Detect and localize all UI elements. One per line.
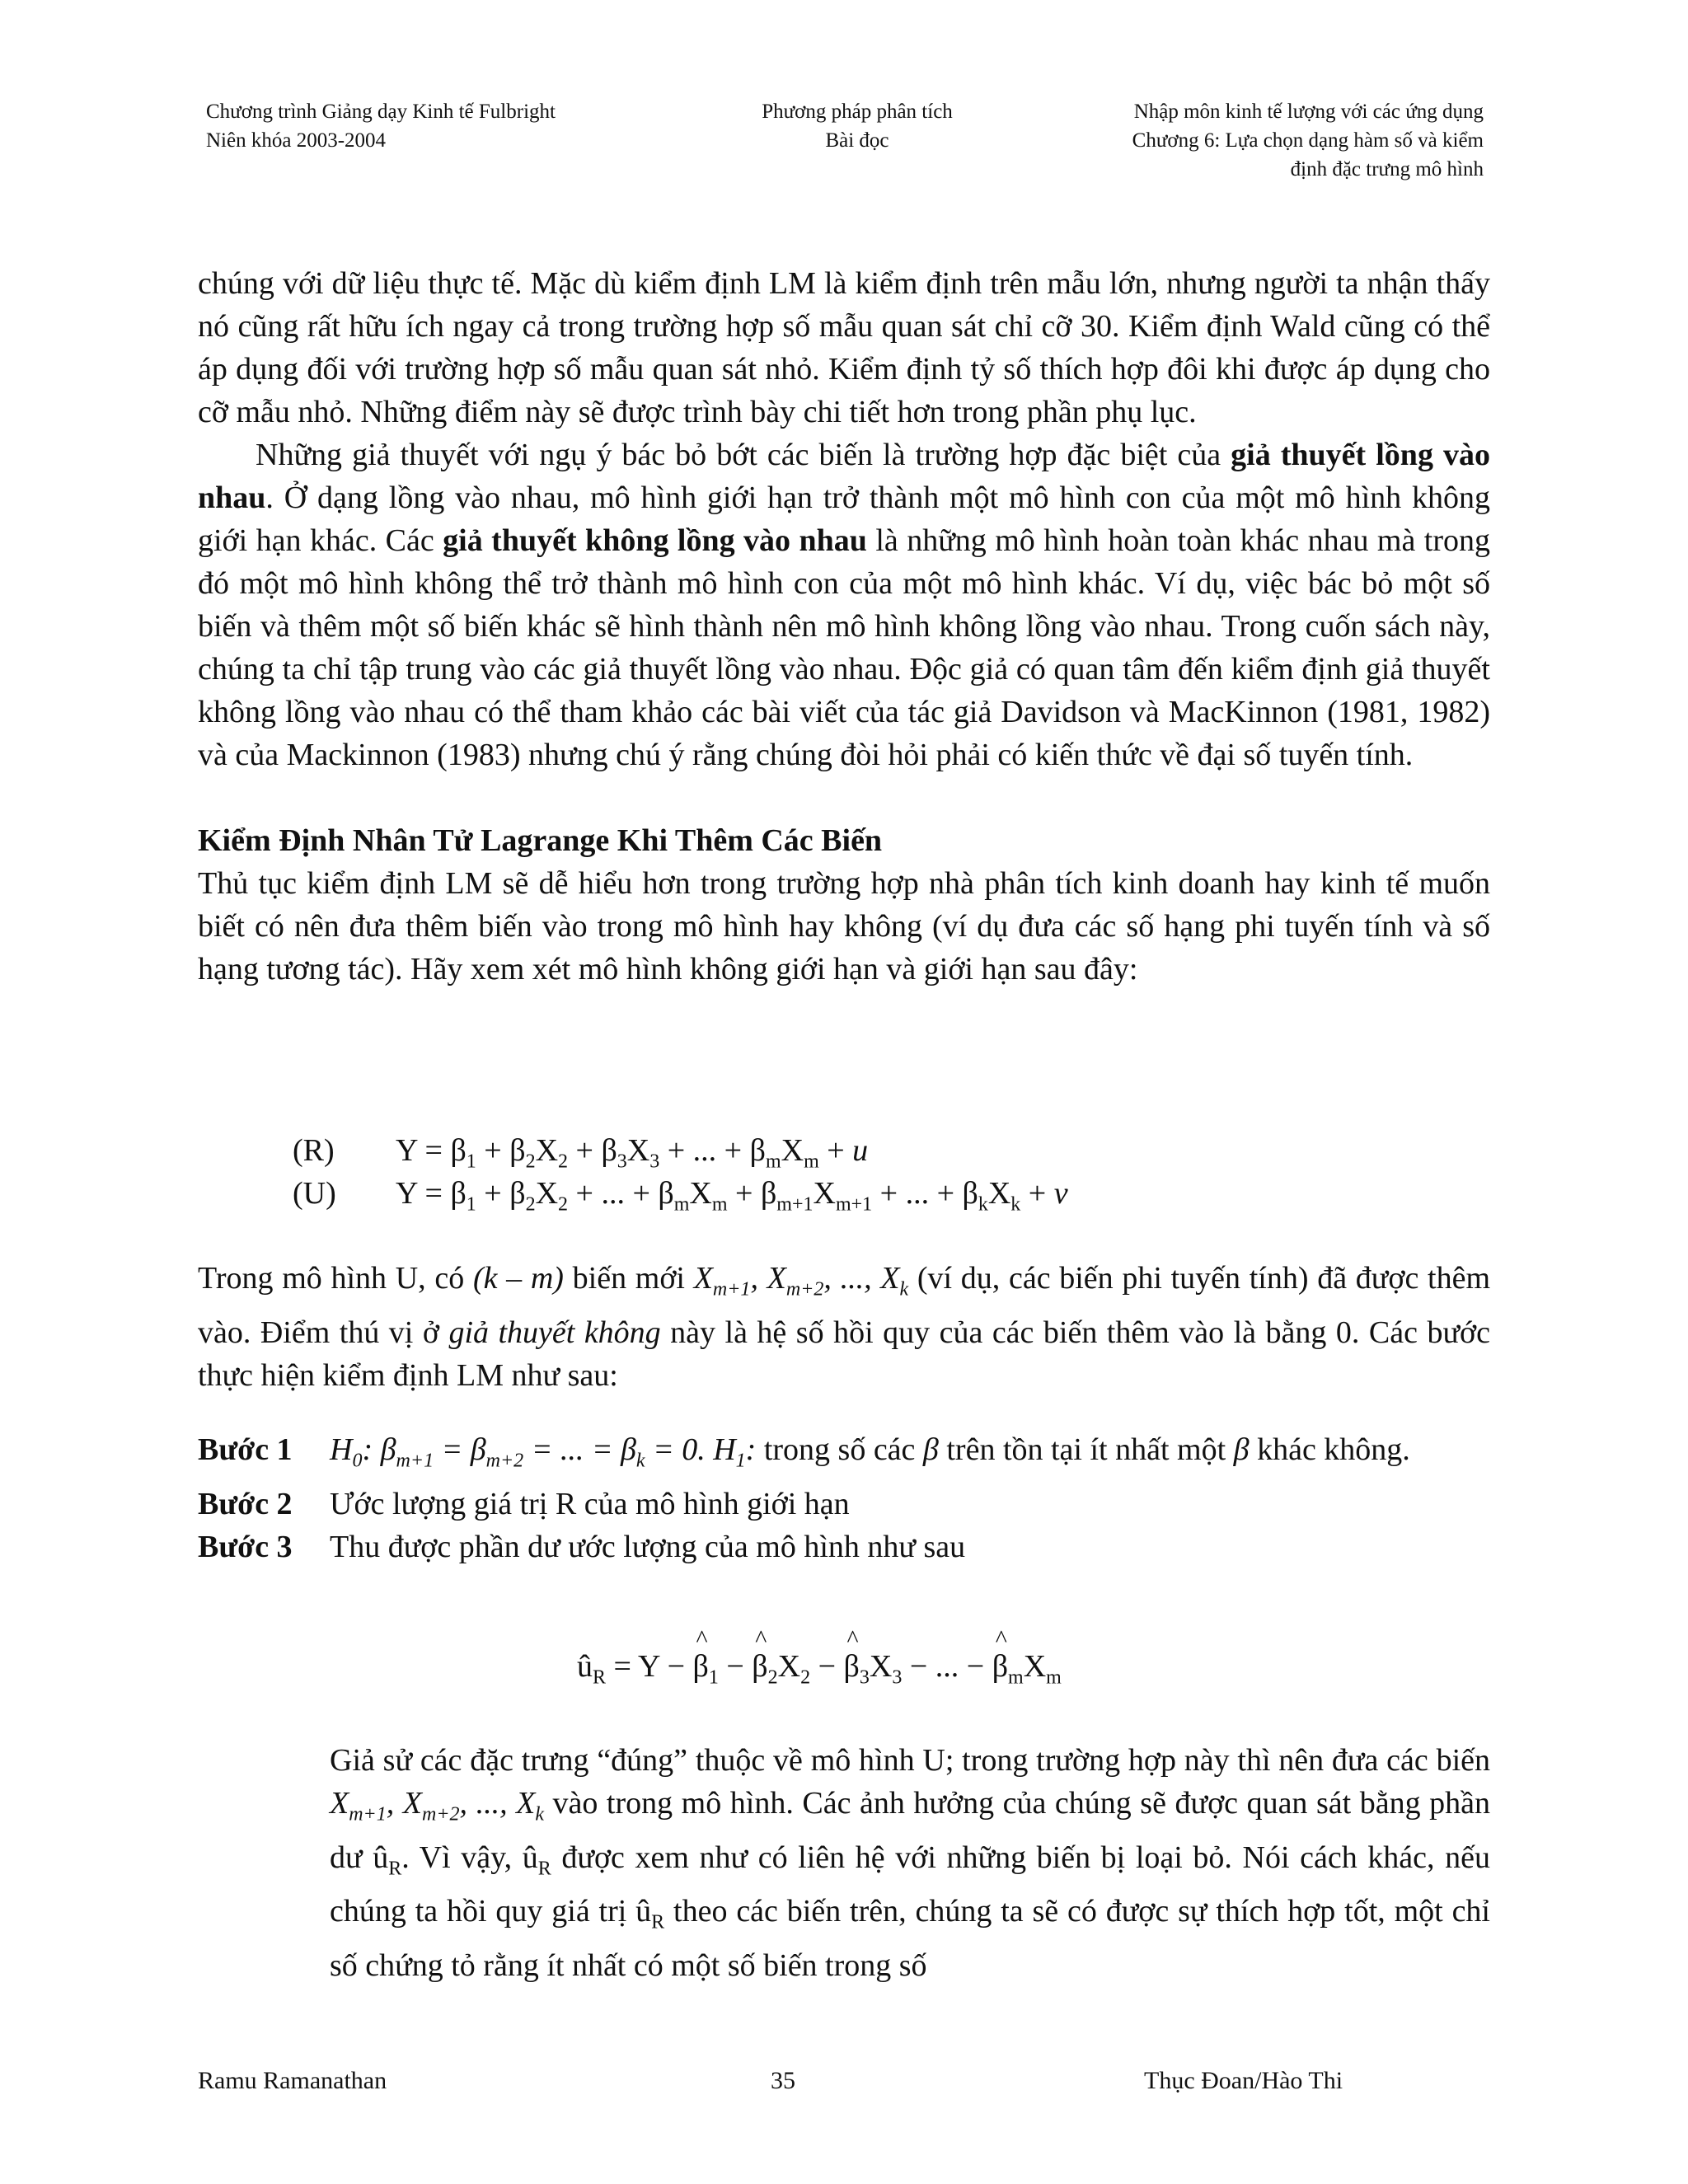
book-title: Nhập môn kinh tế lượng với các ứng dụng bbox=[1133, 101, 1484, 123]
paragraph-1: chúng với dữ liệu thực tế. Mặc dù kiểm định LM là kiểm định trên mẫu lớn, nhưng người ta nhận thấy nó cũng rất hữu ích ngay cả trong trường hợp số mẫu quan sát chỉ cỡ 30. Kiểm định Wald cũng có thể áp dụng đối với trường hợp số mẫu quan sát nhỏ. Kiểm định tỷ số thích hợp đôi khi được áp dụng cho cỡ mẫu nhỏ. Những điểm này sẽ được trình bày chi tiết hơn trong phần phụ lục. bbox=[198, 266, 1490, 429]
residual-equation: $û_R = Y$ − ^ $\beta_1$ − ^ $\beta_2X_2$ − ^ $\beta_3X_3$ − ... − ^ $\beta_mX_m$ bbox=[577, 1648, 1062, 1690]
paragraph-3: Thủ tục kiểm định LM sẽ dễ hiểu hơn trong trường hợp nhà phân tích kinh doanh hay kinh tế muốn biết có nên đưa thêm biến vào trong mô hình hay không (ví dụ đưa các số hạng phi tuyến tính và số hạng tương tác). Hãy xem xét mô hình không giới hạn và giới hạn sau đây: bbox=[198, 866, 1490, 987]
header-left bbox=[206, 97, 556, 155]
header-center bbox=[725, 97, 989, 155]
section-heading: Kiểm Định Nhân Tử Lagrange Khi Thêm Các Biến bbox=[198, 823, 883, 858]
step-1: Bước 1 $H_0$: $\beta_{m+1} = \beta_{m+2}$ = ... = $\beta_k = 0$. $H_1$: trong số các β trên tồn tại ít nhất một β khác không. bbox=[198, 1432, 1410, 1472]
paragraph-4-block bbox=[198, 1257, 1490, 1397]
header-right bbox=[1132, 97, 1484, 184]
chapter-title-line1: Chương 6: Lựa chọn dạng hàm số và kiểm bbox=[1132, 129, 1484, 152]
step-2: Bước 2 Ước lượng giá trị R của mô hình giới hạn bbox=[198, 1486, 850, 1521]
equation-restricted: (R) $Y = \beta_1 + \beta_2X_2 + \beta_3X_3$ + ... + $\beta_mX_m + u$ bbox=[293, 1133, 869, 1173]
paragraph-5: Giả sử các đặc trưng “đúng” thuộc về mô hình U; trong trường hợp này thì nên đưa các biến $X_{m+1}$, $X_{m+2}$, ..., $X_k$ vào trong mô hình. Các ảnh hưởng của chúng sẽ được quan sát bằng phần dư $û_R$. Vì vậy, $û_R$ được xem như có liên hệ với những biến bị loại bỏ. Nói cách khác, nếu chúng ta hồi quy giá trị $û_R$ theo các biến trên, chúng ta sẽ có được sự thích hợp tốt, một chỉ số chứng tỏ rằng ít nhất có một số biến trong số bbox=[330, 1743, 1490, 1983]
reading-label: Bài đọc bbox=[825, 129, 889, 152]
footer-author: Ramu Ramanathan bbox=[198, 2067, 387, 2094]
page-number: 35 bbox=[771, 2067, 795, 2094]
steps-list bbox=[198, 1428, 1490, 1568]
equation-unrestricted: (U) $Y = \beta_1 + \beta_2X_2$ + ... + $\beta_mX_m + \beta_{m+1}X_{m+1}$ + ... + $\beta_kX_k + v$ bbox=[293, 1176, 1068, 1216]
footer-translators: Thục Đoan/Hào Thi bbox=[1144, 2067, 1343, 2094]
paragraph-4: Trong mô hình U, có (k – m) biến mới $X_{m+1}$, $X_{m+2}$, ..., $X_k$ (ví dụ, các biến phi tuyến tính) đã được thêm vào. Điểm thú vị ở giả thuyết không này là hệ số hồi quy của các biến thêm vào là bằng 0. Các bước thực hiện kiểm định LM như sau: bbox=[198, 1261, 1491, 1393]
body-text bbox=[198, 262, 1490, 991]
chapter-title-line2: định đặc trưng mô hình bbox=[1290, 158, 1484, 180]
program-name: Chương trình Giảng dạy Kinh tế Fulbright bbox=[206, 101, 556, 123]
academic-year: Niên khóa 2003-2004 bbox=[206, 129, 387, 152]
step-3: Bước 3 Thu được phần dư ước lượng của mô hình như sau bbox=[198, 1529, 966, 1564]
paragraph-2: Những giả thuyết với ngụ ý bác bỏ bớt các biến là trường hợp đặc biệt của giả thuyết lồng vào nhau. Ở dạng lồng vào nhau, mô hình giới hạn trở thành một mô hình con của một mô hình không giới hạn khác. Các giả thuyết không lồng vào nhau là những mô hình hoàn toàn khác nhau mà trong đó một mô hình không thể trở thành mô hình con của một mô hình khác. Ví dụ, việc bác bỏ một số biến và thêm một số biến khác sẽ hình thành nên mô hình không lồng vào nhau. Trong cuốn sách này, chúng ta chỉ tập trung vào các giả thuyết lồng vào nhau. Độc giả có quan tâm đến kiểm định giả thuyết không lồng vào nhau có thể tham khảo các bài viết của tác giả Davidson và MacKinnon (1981, 1982) và của Mackinnon (1983) nhưng chú ý rằng chúng đòi hỏi phải có kiến thức về đại số tuyến tính. bbox=[198, 438, 1490, 772]
course-subject: Phương pháp phân tích bbox=[762, 101, 953, 123]
